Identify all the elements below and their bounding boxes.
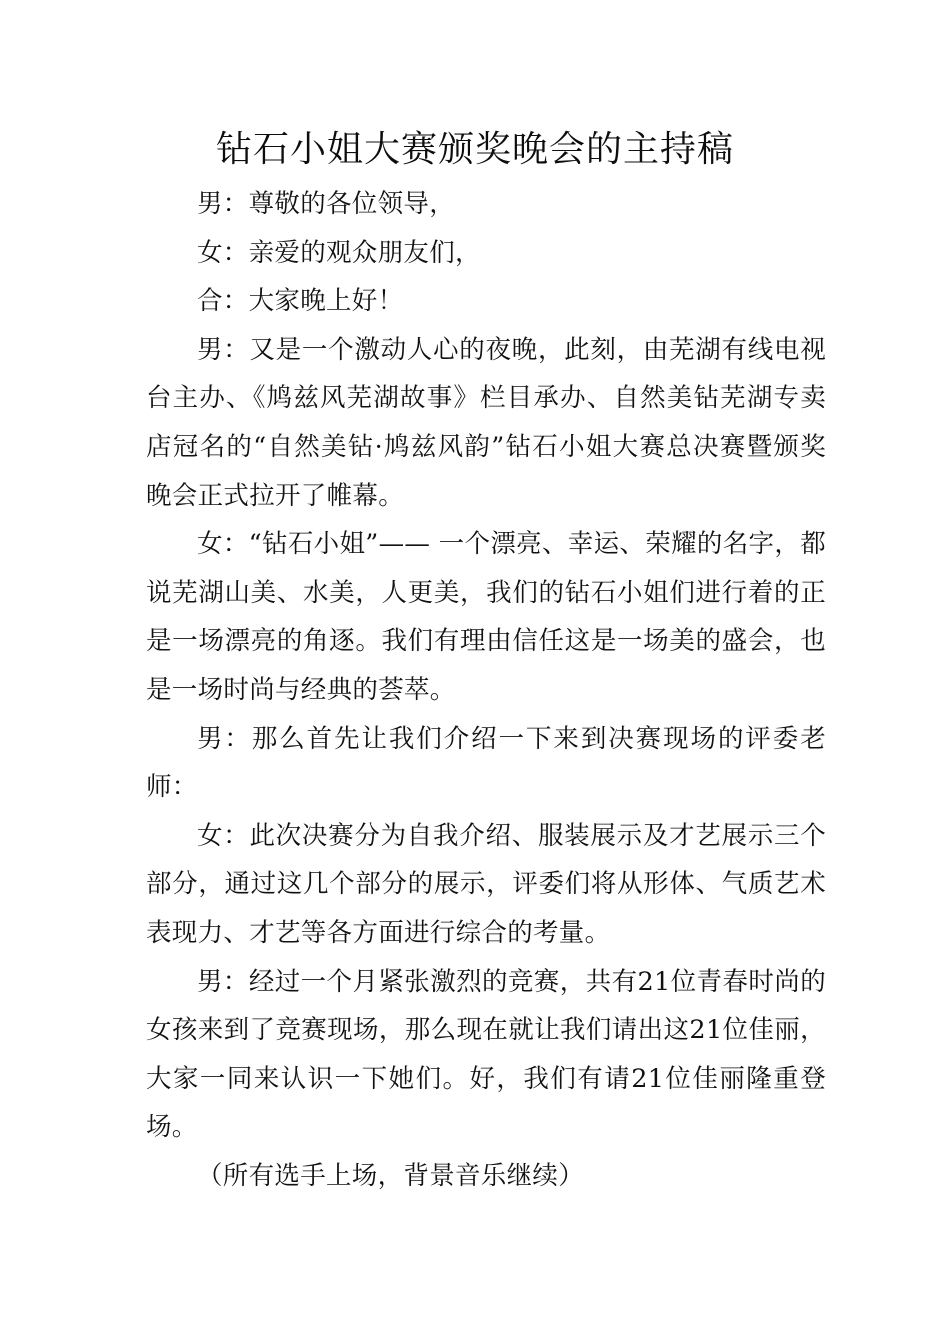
paragraph: 男：尊敬的各位领导， (197, 189, 456, 219)
paragraph: 男：又是一个激动人心的夜晚，此刻，由芜湖有线电视台主办、《鸠兹风芜湖故事》栏目承办、自然美钻芜湖专卖店冠名的“自然美钻·鸠兹风韵”钻石小姐大赛总决赛暨颁奖晚会正式拉开了帷幕。 (146, 334, 826, 511)
paragraph: 男：经过一个月紧张激烈的竞赛，共有21位青春时尚的女孩来到了竞赛现场，那么现在就让我们请出这21位佳丽，大家一同来认识一下她们。好，我们有请21位佳丽隆重登场。 (146, 966, 826, 1143)
paragraph: （所有选手上场，背景音乐继续） (197, 1160, 585, 1191)
document-body (146, 180, 826, 1200)
paragraph: 女：此次决赛分为自我介绍、服装展示及才艺展示三个部分，通过这几个部分的展示，评委们将从形体、气质艺术表现力、才艺等各方面进行综合的考量。 (146, 820, 826, 948)
paragraph: 男：那么首先让我们介绍一下来到决赛现场的评委老师： (146, 723, 826, 803)
paragraph: 女：“钻石小姐”—— 一个漂亮、幸运、荣耀的名字，都说芜湖山美、水美，人更美，我们的钻石小姐们进行着的正是一场漂亮的角逐。我们有理由信任这是一场美的盛会，也是一场时尚与经典的荟萃。 (146, 529, 826, 705)
paragraph: 女：亲爱的观众朋友们， (197, 237, 481, 268)
paragraph: 合：大家晚上好！ (197, 286, 404, 317)
document-title: 钻石小姐大赛颁奖晚会的主持稿 (215, 129, 734, 170)
